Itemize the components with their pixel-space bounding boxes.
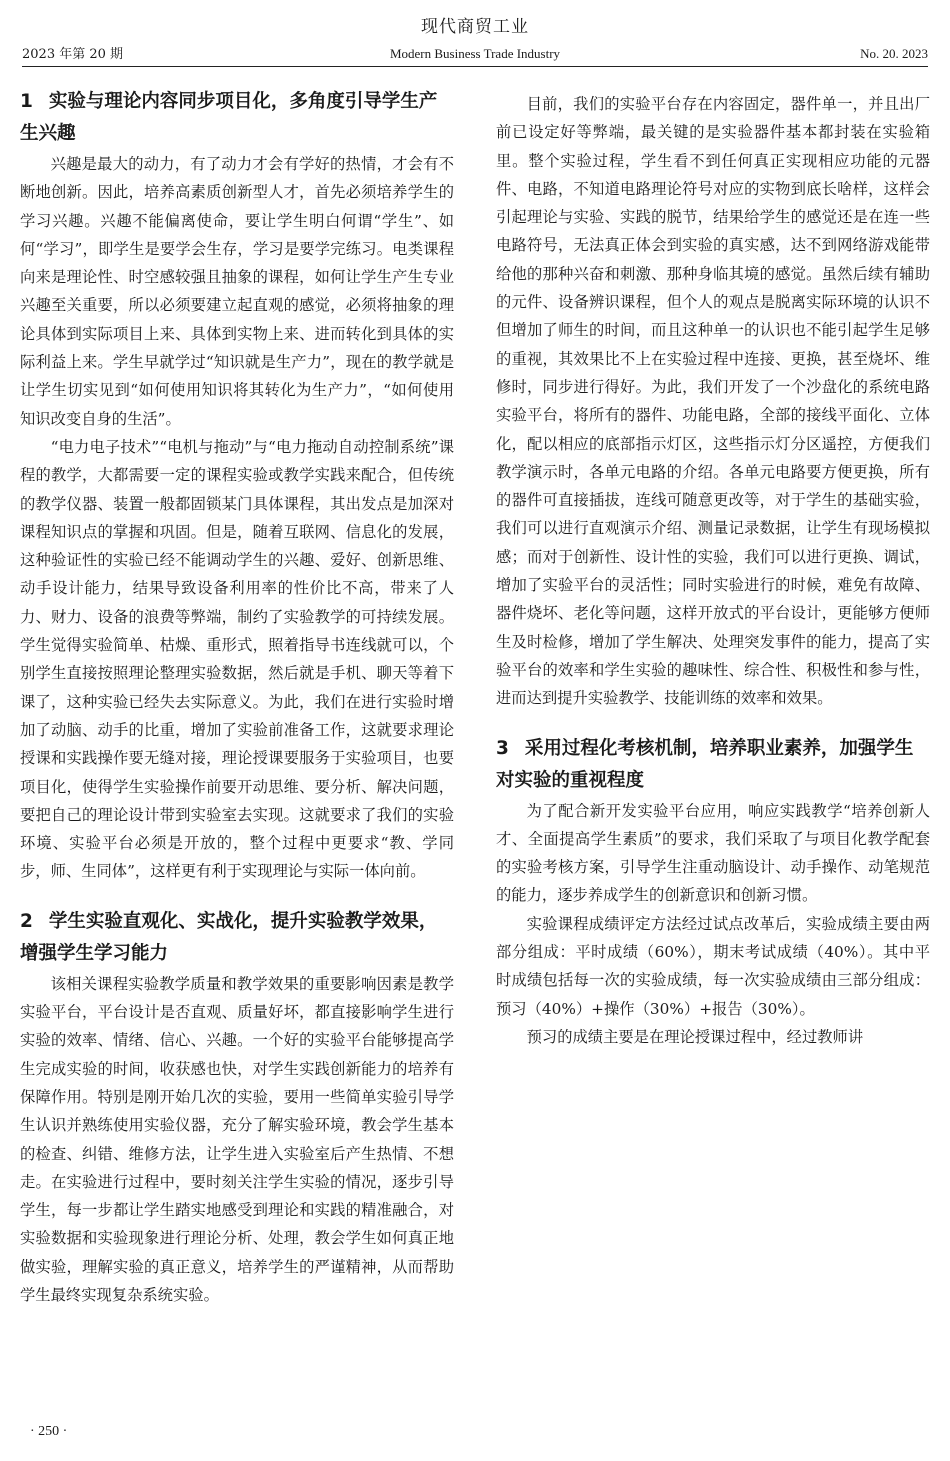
section-3-paragraph: 实验课程成绩评定方法经过试点改革后，实验成绩主要由两部分组成：平时成绩（60%），期末考试成绩（40%）。其中平时成绩包括每一次的实验成绩，每一次实验成绩由三部分组成：预习（40%）+操作（30%）+报告（30%）。 [496, 914, 930, 1018]
right-column [496, 90, 930, 1420]
section-2-title: 学生实验直观化、实战化，提升实验教学效果，增强学生学习能力 [20, 910, 438, 964]
section-1-heading [20, 86, 454, 150]
section-1-number: 1 [20, 91, 33, 112]
section-2-paragraph: 目前，我们的实验平台存在内容固定，器件单一，并且出厂前已设定好等弊端，最关键的是实验器件基本都封装在实验箱里。整个实验过程，学生看不到任何真正实现相应功能的元器件、电路，不知道电路理论符号对应的实物到底长啥样，这样会引起理论与实验、实践的脱节，结果给学生的感觉还是在连一些电路符号，无法真正体会到实验的真实感，达不到网络游戏能带给他的那种兴奋和刺激、那种身临其境的感觉。虽然后续有辅助的元件、设备辨识课程，但个人的观点是脱离实际环境的认识不但增加了师生的时间，而且这种单一的认识也不能引起学生足够的重视，其效果比不上在实验过程中连接、更换，甚至烧坏、维修时，同步进行得好。为此，我们开发了一个沙盘化的系统电路实验平台，将所有的器件、功能电路，全部的接线平面化、立体化，配以相应的底部指示灯区，这些指示灯分区遥控，方便我们教学演示时，各单元电路的介绍。各单元电路要方便更换，所有的器件可直接插拔，连线可随意更改等，对于学生的基础实验，我们可以进行直观演示介绍、测量记录数据，让学生有现场模拟感；而对于创新性、设计性的实验，我们可以进行更换、调试，增加了实验平台的灵活性；同时实验进行的时候，难免有故障、器件烧坏、老化等问题，这样开放式的平台设计，更能够方便师生及时检修，增加了学生解决、处理突发事件的能力，提高了实验平台的效率和学生实验的趣味性、综合性、积极性和参与性，进而达到提升实验教学、技能训练的效率和效果。 [496, 95, 930, 708]
section-1-title: 实验与理论内容同步项目化，多角度引导学生产生兴趣 [20, 91, 438, 144]
section-1-paragraph: 兴趣是最大的动力，有了动力才会有学好的热情，才会有不断地创新。因此，培养高素质创新型人才，首先必须培养学生的学习兴趣。兴趣不能偏离使命，要让学生明白何谓“学生”、如何“学习”，即学生是要学会生存，学习是要学完练习。电类课程向来是理论性、时空感较强且抽象的课程，如何让学生产生专业兴趣至关重要，所以必须要建立起直观的感觉，必须将抽象的理论具体到实际项目上来、具体到实物上来、进而转化到具体的实际利益上来。学生早就学过“知识就是生产力”，现在的教学就是让学生切实见到“如何使用知识将其转化为生产力”，“如何使用知识改变自身的生活”。 [20, 155, 454, 428]
journal-english-name: Modern Business Trade Industry [389, 46, 561, 61]
left-column [20, 86, 454, 1416]
section-3-heading [496, 733, 930, 797]
journal-title: 现代商贸工业 [421, 17, 529, 37]
section-2-number: 2 [20, 910, 33, 932]
section-3-title: 采用过程化考核机制，培养职业素养，加强学生对实验的重视程度 [496, 737, 914, 791]
page-number: · 250 · [30, 1424, 68, 1439]
section-2-heading [20, 906, 454, 970]
issue-label: 2023 年第 20 期 [22, 47, 124, 62]
section-1-paragraph: “电力电子技术”“电机与拖动”与“电力拖动自动控制系统”课程的教学，大都需要一定的课程实验或教学实践来配合，但传统的教学仪器、装置一般都固锁某门具体课程，其出发点是加深对课程知识点的掌握和巩固。但是，随着互联网、信息化的发展，这种验证性的实验已经不能调动学生的兴趣、爱好、创新思维、动手设计能力，结果导致设备利用率的性价比不高，带来了人力、财力、设备的浪费等弊端，制约了实验教学的可持续发展。学生觉得实验简单、枯燥、重形式，照着指导书连线就可以，个别学生直接按照理论整理实验数据，然后就是手机、聊天等着下课了，这种实验已经失去实际意义。为此，我们在进行实验时增加了动脑、动手的比重，增加了实验前准备工作，这就要求理论授课和实践操作要无缝对接，理论授课要服务于实验项目，也要项目化，使得学生实验操作前要开动思维、要分析、解决问题，要把自己的理论设计带到实验室去实现。这就要求了我们的实验环境、实验平台必须是开放的，整个过程中更要求“教、学同步，师、生同体”，这样更有利于实现理论与实际一体向前。 [20, 437, 454, 881]
issue-number: No. 20. 2023 [860, 46, 928, 61]
section-3-paragraph: 预习的成绩主要是在理论授课过程中，经过教师讲 [526, 1027, 864, 1046]
section-3-paragraph: 为了配合新开发实验平台应用，响应实践教学“培养创新人才、全面提高学生素质”的要求，我们采取了与项目化教学配套的实验考核方案，引导学生注重动脑设计、动手操作、动笔规范的能力，逐步养成学生的创新意识和创新习惯。 [496, 801, 930, 905]
running-header [22, 42, 928, 67]
section-2-paragraph: 该相关课程实验教学质量和教学效果的重要影响因素是教学实验平台，平台设计是否直观、质量好坏，都直接影响学生进行实验的效率、情绪、信心、兴趣。一个好的实验平台能够提高学生完成实验的时间，收获感也快，对学生实践创新能力的培养有保障作用。特别是刚开始几次的实验，要用一些简单实验引导学生认识并熟练使用实验仪器，充分了解实验环境，教会学生基本的检查、纠错、维修方法，让学生进入实验室后产生热情、不想走。在实验进行过程中，要时刻关注学生实验的情况，逐步引导学生，每一步都让学生踏实地感受到理论和实践的精准融合，对实验数据和实验现象进行理论分析、处理，教会学生如何真正地做实验，理解实验的真正意义，培养学生的严谨精神，从而帮助学生最终实现复杂系统实验。 [20, 974, 454, 1304]
section-3-number: 3 [496, 737, 509, 759]
